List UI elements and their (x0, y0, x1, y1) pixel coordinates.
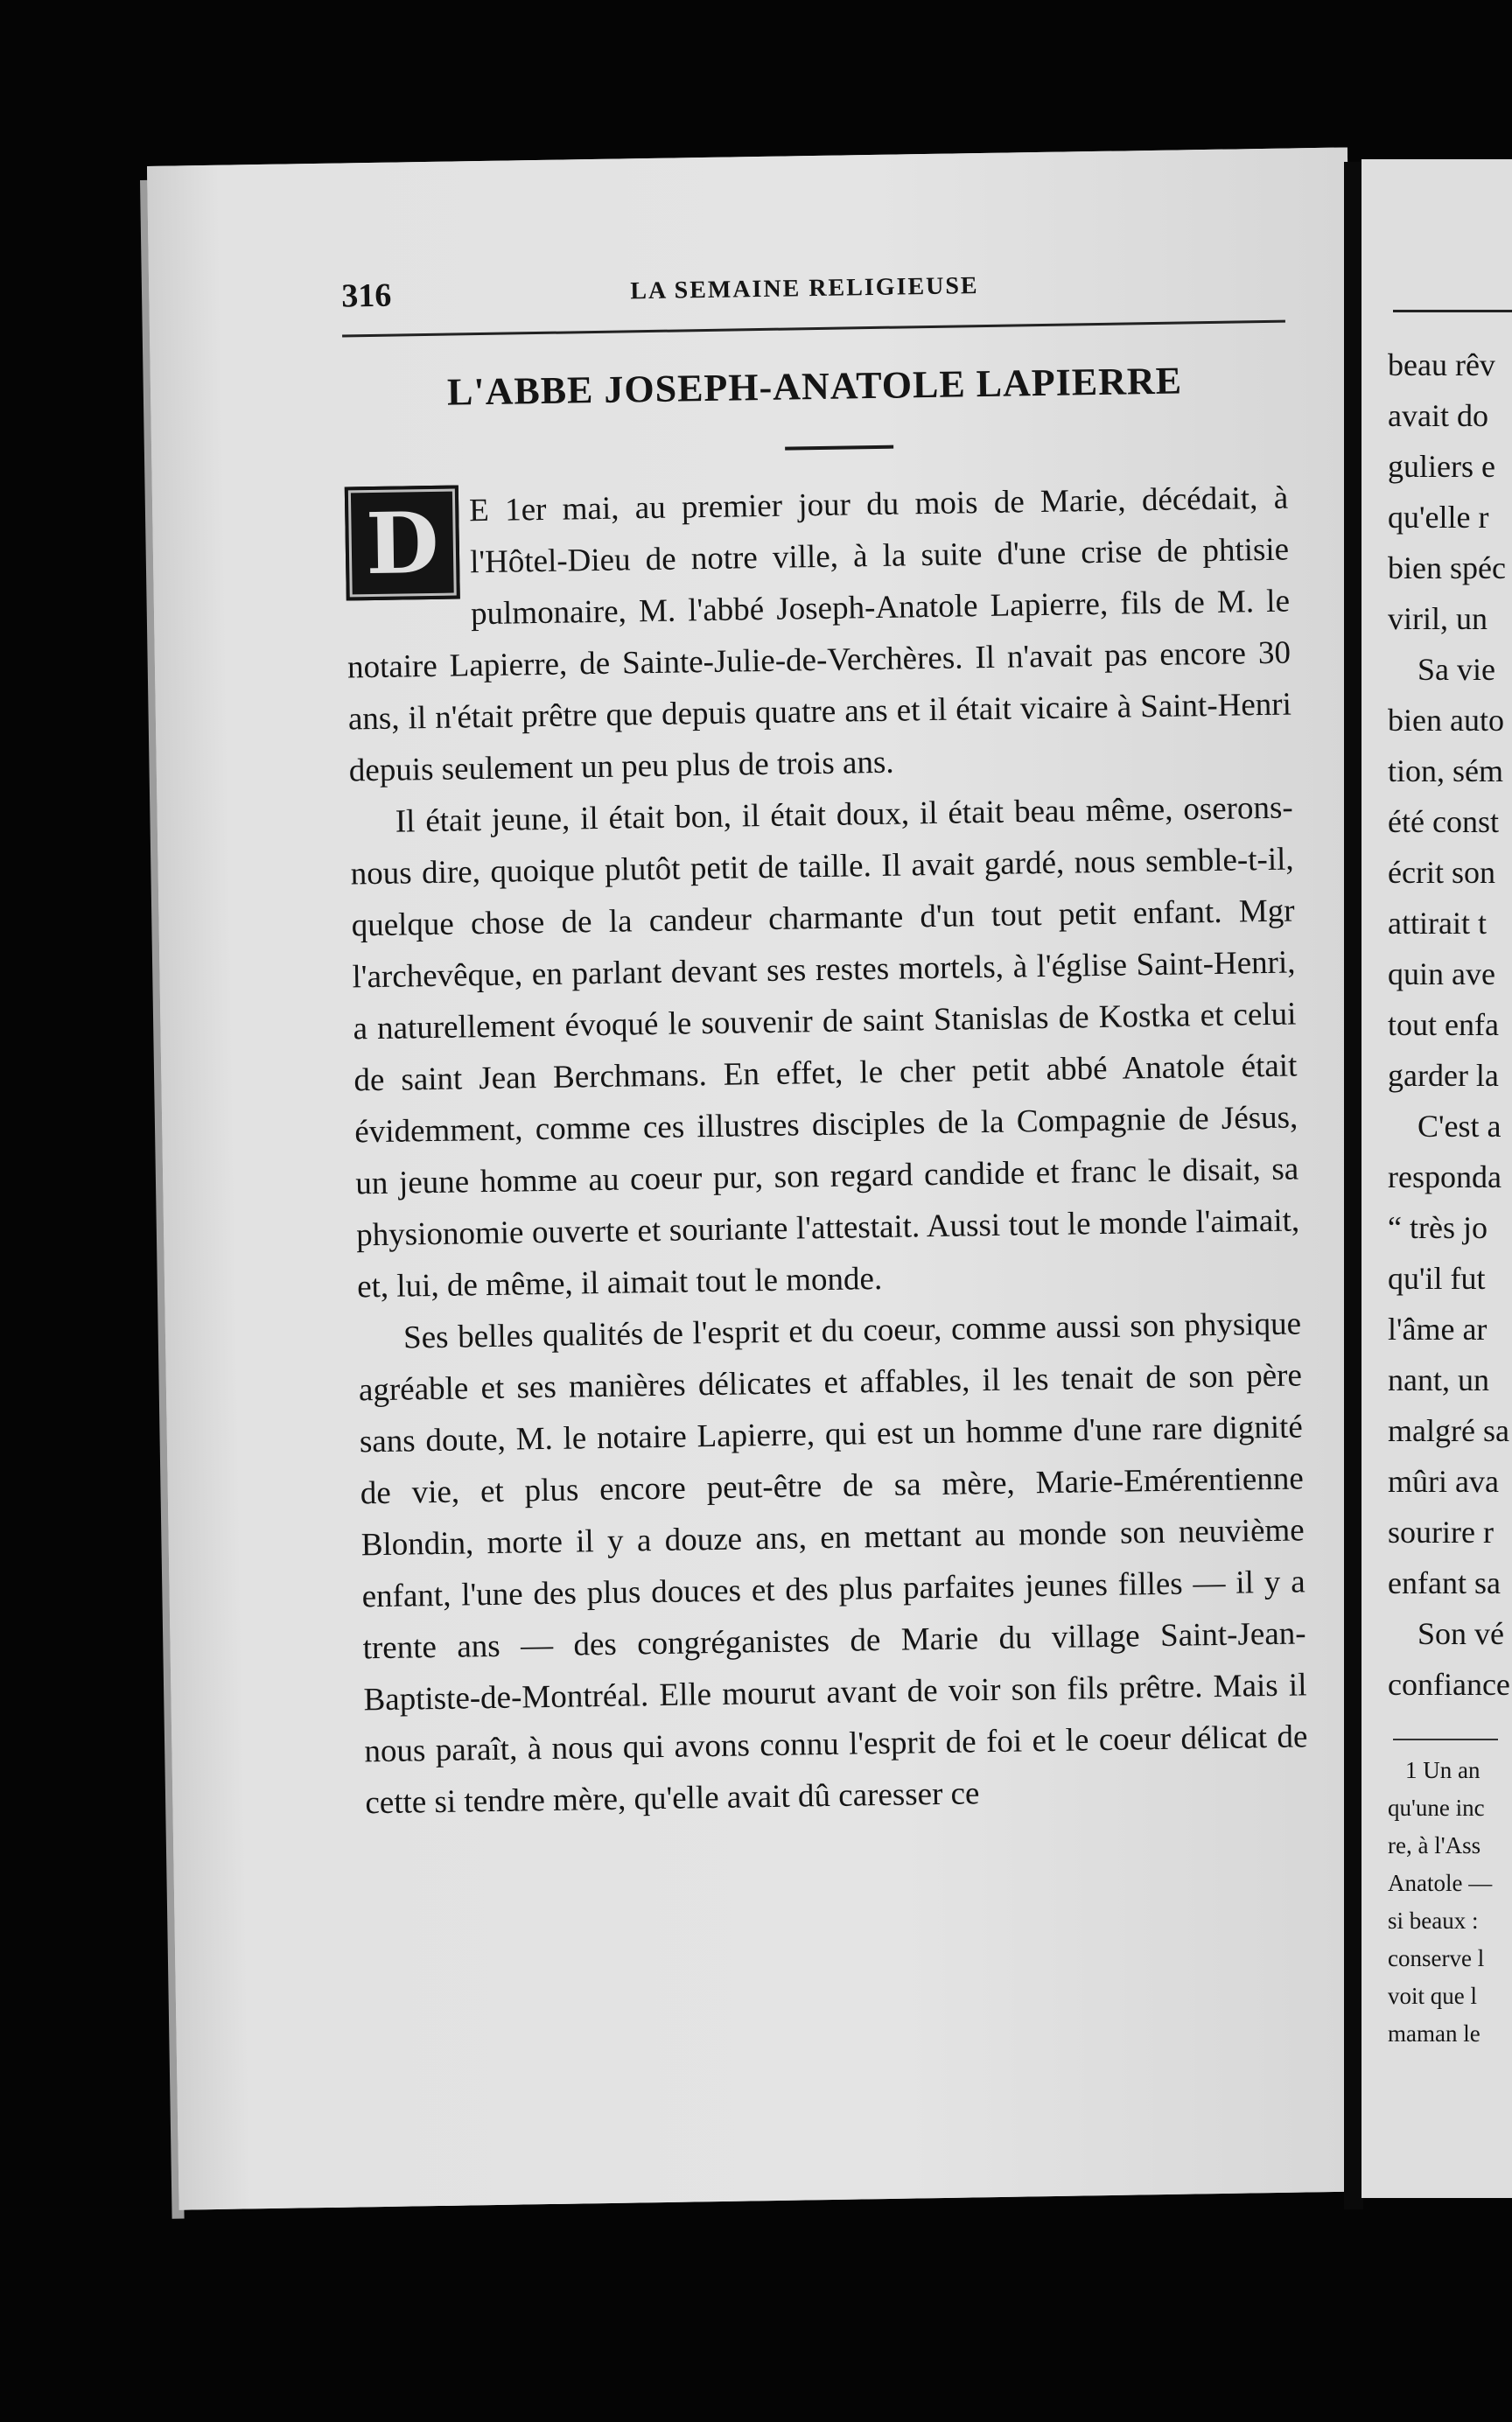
footnote-rule (1393, 1739, 1498, 1740)
text-line: maman le (1388, 2020, 1480, 2047)
article-body (345, 472, 1309, 1830)
text-line: re, à l'Ass (1388, 1832, 1481, 1858)
text-line: Sa vie (1418, 652, 1495, 687)
text-line: mûri ava (1388, 1464, 1499, 1499)
running-head (341, 262, 1315, 329)
article-title: L'ABBE JOSEPH-ANATOLE LAPIERRE (446, 359, 1183, 414)
text-line: quin ave (1388, 956, 1495, 991)
paragraph: Il était jeune, il était bon, il était doux, il était beau même, oserons-nous dire, quoique plutôt petit de taille. Il avait gardé, nous semble-t-il, quelque chose de la candeur charmante d'un tout petit enfant. Mgr l'archevêque, en parlant devant ses restes mortels, à l'église Saint-Henri, a naturellement évoqué le souvenir de saint Stanislas de Kostka et celui de saint Jean Berchmans. En effet, le cher petit abbé Anatole était évidemment, comme ces illustres disciples de la Compagnie de Jésus, un jeune homme au coeur pur, son regard candide et franc le disait, sa physionomie ouverte et souriante l'attestait. Aussi tout le monde l'aimait, et, lui, de même, il aimait tout le monde. (350, 789, 1300, 1306)
title-rule (785, 445, 893, 451)
text-line: Son vé (1418, 1616, 1504, 1651)
scanned-page (147, 147, 1380, 2209)
text-line: Anatole — (1388, 1870, 1493, 1896)
text-line: qu'il fut (1388, 1261, 1486, 1296)
text-line: qu'elle r (1388, 500, 1489, 535)
text-line: voit que l (1388, 1983, 1477, 2009)
text-line: qu'une inc (1388, 1795, 1485, 1821)
text-line: sourire r (1388, 1515, 1494, 1550)
text-line: avait do (1388, 398, 1488, 433)
text-line: écrit son (1388, 855, 1495, 890)
journal-title: LA SEMAINE RELIGIEUSE (630, 272, 979, 305)
text-line: attirait t (1388, 906, 1487, 941)
text-line: enfant sa (1388, 1565, 1501, 1600)
text-line: si beaux : (1388, 1908, 1479, 1934)
text-line: beau rêv (1388, 347, 1495, 382)
text-line: confiance (1388, 1667, 1510, 1702)
text-line: responda (1388, 1159, 1502, 1194)
text-line: bien spéc (1388, 550, 1506, 585)
adjacent-header-rule (1393, 310, 1512, 312)
paragraph: D E 1er mai, au premier jour du mois de Marie, décédait, à l'Hôtel-Dieu de notre ville, à la suite d'une crise de phtisie pulmonaire, M. l'abbé Joseph-Anatole Lapierre, fils de M. le notaire Lapierre, de Sainte-Julie-de-Verchères. Il n'avait pas encore 30 ans, il n'était prêtre que depuis quatre ans et il était vicaire à Saint-Henri depuis seulement un peu plus de trois ans. (345, 472, 1292, 797)
text-line: viril, un (1388, 601, 1488, 636)
text-line: été const (1388, 804, 1499, 839)
page-gutter (1344, 162, 1363, 2209)
text-line: “ très jo (1388, 1210, 1488, 1245)
page-number: 316 (341, 276, 392, 315)
text-line: conserve l (1388, 1945, 1485, 1971)
adjacent-page (1362, 159, 1512, 2198)
text-line: 1 Un an (1405, 1757, 1480, 1783)
text-line: bien auto (1388, 703, 1504, 738)
adjacent-footnotes (1388, 1752, 1512, 2053)
text-line: guliers e (1388, 449, 1495, 484)
text-line: tion, sém (1388, 753, 1503, 788)
text-line: garder la (1388, 1058, 1499, 1093)
text-line: malgré sa (1388, 1413, 1509, 1448)
paragraph: Ses belles qualités de l'esprit et du coeur, comme aussi son physique agréable et ses manières délicates et affables, il les tenait de son père sans doute, M. le notaire Lapierre, qui est un homme d'une rare dignité de vie, et plus encore peut-être de sa mère, Marie-Emérentienne Blondin, morte il y a douze ans, en mettant au monde son neuvième enfant, l'une des plus douces et des plus parfaites jeunes filles — il y a trente ans — des congréganistes de Marie du village Saint-Jean-Baptiste-de-Montréal. Elle mourut avant de voir son fils prêtre. Mais il nous paraît, à nous qui avons connu l'esprit de foi et le coeur délicat de cette si tendre mère, qu'elle avait dû caresser ce (358, 1306, 1308, 1822)
text-line: C'est a (1418, 1109, 1502, 1144)
drop-cap-initial: D (345, 485, 460, 600)
text-line: l'âme ar (1388, 1312, 1488, 1347)
text-line: tout enfa (1388, 1007, 1499, 1042)
adjacent-page-text (1388, 340, 1512, 1710)
text-line: nant, un (1388, 1362, 1489, 1397)
